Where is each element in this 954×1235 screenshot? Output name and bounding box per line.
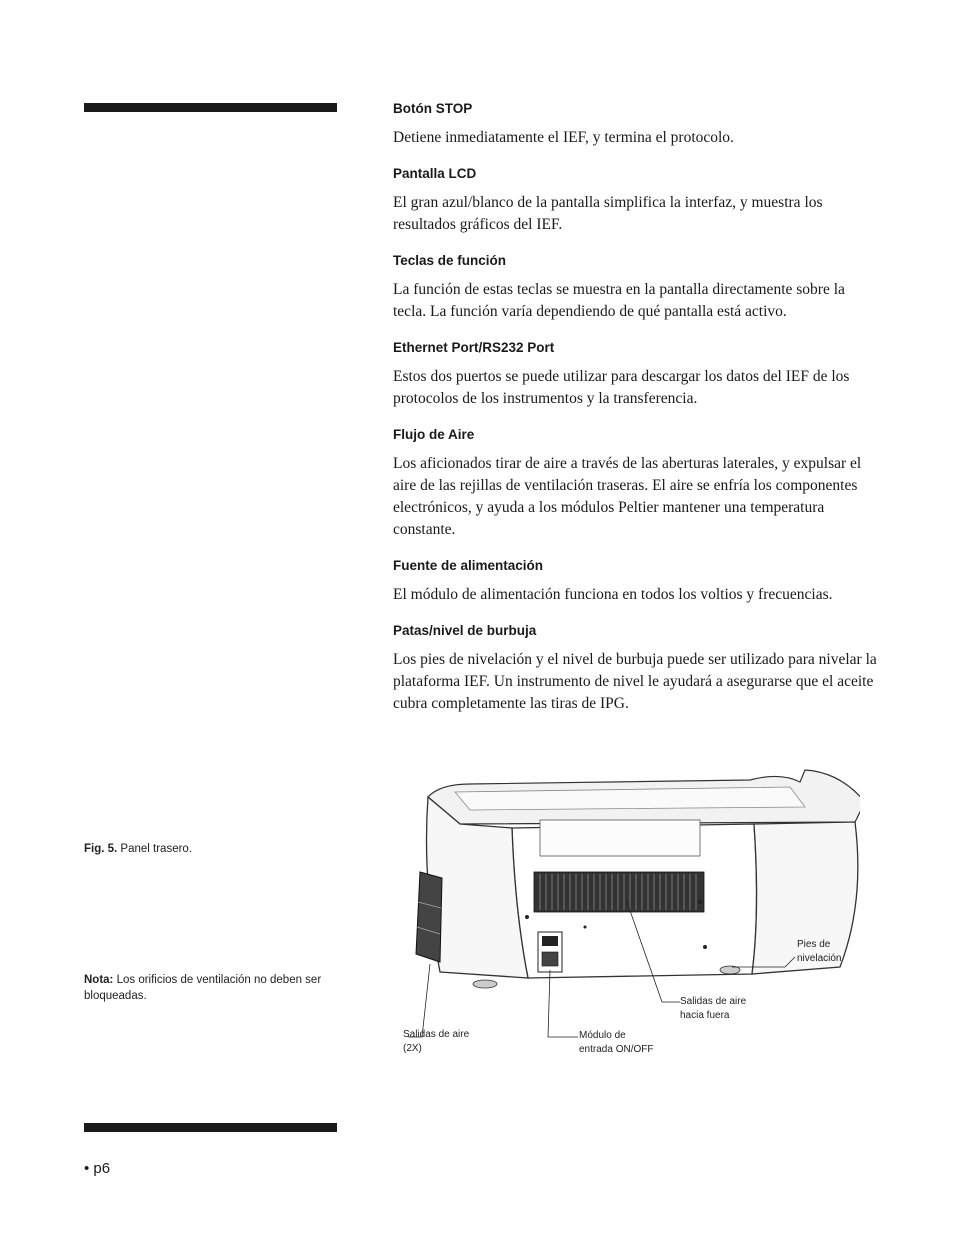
side-vent: [416, 872, 442, 962]
main-content: [393, 100, 878, 731]
section-ethernet-port: [393, 339, 878, 410]
rear-vent-grille: [534, 872, 704, 912]
section-body: La función de estas teclas se muestra en la pantalla directamente sobre la tecla. La función varía dependiendo de qué pantalla está activo.: [393, 281, 845, 320]
section-title: Pantalla LCD: [393, 166, 477, 181]
section-body: El módulo de alimentación funciona en todos los voltios y frecuencias.: [393, 586, 833, 603]
section-title: Patas/nivel de burbuja: [393, 623, 537, 638]
section-pantalla-lcd: [393, 165, 878, 236]
figure-caption-text: Panel trasero.: [117, 843, 193, 855]
callout-line: nivelación: [797, 953, 842, 964]
section-body: Los aficionados tirar de aire a través de las aberturas laterales, y expulsar el aire de las rejillas de ventilación traseras. El aire se enfría los componentes electrónicos, y ayuda a los módulos Peltier mantener una temperatura constante.: [393, 455, 862, 538]
bottom-rule: [84, 1123, 337, 1132]
callout-salidas-fuera: [680, 995, 746, 1023]
callout-modulo-entrada: [579, 1029, 653, 1057]
section-teclas-funcion: [393, 252, 878, 323]
section-title: Botón STOP: [393, 101, 473, 116]
figure-caption-label: Fig. 5.: [84, 843, 118, 855]
callout-line: hacia fuera: [680, 1010, 730, 1021]
callout-line: Salidas de aire: [403, 1029, 470, 1040]
section-flujo-aire: [393, 426, 878, 541]
note-text: Los orificios de ventilación no deben ser bloqueadas.: [84, 974, 322, 1002]
callout-salidas-2x: [403, 1028, 469, 1056]
rear-handle: [540, 820, 700, 856]
note: [84, 972, 324, 1004]
rear-panel-figure: [400, 762, 860, 1072]
section-body: El gran azul/blanco de la pantalla simplifica la interfaz, y muestra los resultados gráficos del IEF.: [393, 194, 823, 233]
note-label: Nota:: [84, 974, 114, 986]
callout-line: Pies de: [797, 939, 831, 950]
callout-pies-nivelacion: [797, 938, 841, 966]
foot-left: [473, 980, 497, 988]
callout-line: (2X): [403, 1043, 422, 1054]
callout-line: Salidas de aire: [680, 996, 747, 1007]
section-body: Los pies de nivelación y el nivel de burbuja puede ser utilizado para nivelar la plataforma IEF. Un instrumento de nivel le ayudará a asegurarse que el aceite cubra completamente las tiras de IPG.: [393, 651, 877, 712]
section-patas-nivel: [393, 622, 878, 715]
section-title: Ethernet Port/RS232 Port: [393, 340, 555, 355]
callout-line: Módulo de: [579, 1030, 626, 1041]
section-body: Estos dos puertos se puede utilizar para descargar los datos del IEF de los protocolos de los instrumentos y la transferencia.: [393, 368, 850, 407]
callout-line: entrada ON/OFF: [579, 1044, 654, 1055]
section-fuente-alimentacion: [393, 557, 878, 606]
section-title: Teclas de función: [393, 253, 507, 268]
figure-caption: [84, 841, 324, 857]
leader-salidas-2x: [408, 964, 430, 1037]
rear-panel-illustration: [400, 762, 860, 1072]
leader-modulo: [548, 970, 578, 1037]
section-body: Detiene inmediatamente el IEF, y termina el protocolo.: [393, 129, 734, 146]
power-module: [538, 932, 562, 972]
top-rule: [84, 103, 337, 112]
section-title: Fuente de alimentación: [393, 558, 544, 573]
page-number: • p6: [84, 1160, 111, 1177]
section-boton-stop: [393, 100, 878, 149]
section-title: Flujo de Aire: [393, 427, 475, 442]
